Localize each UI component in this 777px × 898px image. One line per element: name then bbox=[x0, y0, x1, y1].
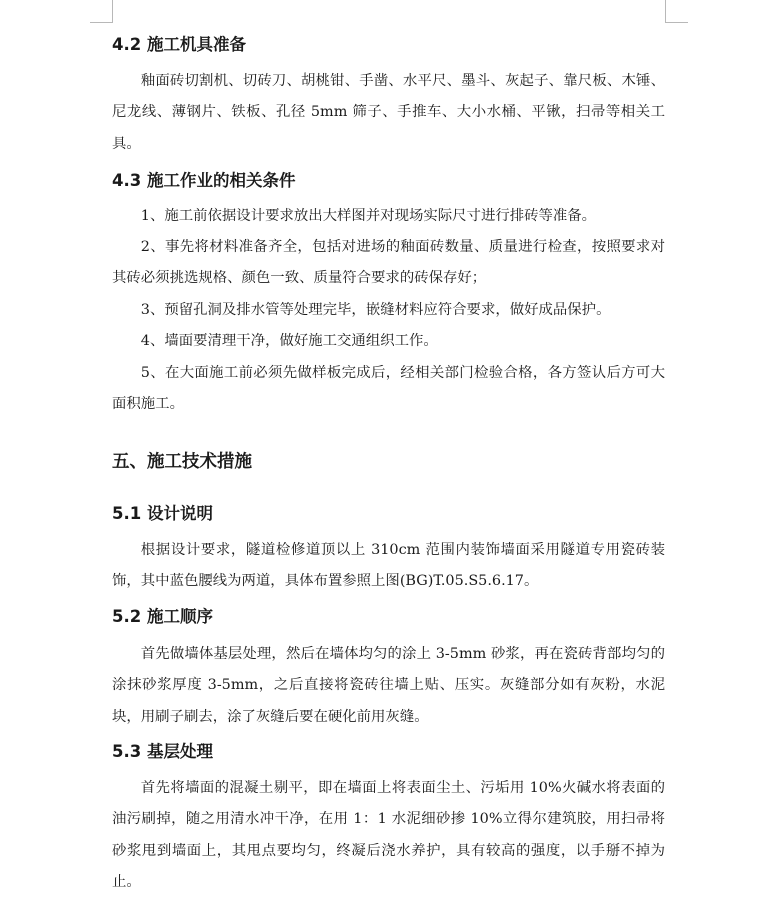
section-4-3-heading: 4.3 施工作业的相关条件 bbox=[112, 171, 296, 190]
section-4-3-item-1: 1、施工前依据设计要求放出大样图并对现场实际尺寸进行排砖等准备。 bbox=[140, 208, 597, 224]
section-5-3-heading: 5.3 基层处理 bbox=[112, 742, 213, 761]
section-4-2-heading: 4.2 施工机具准备 bbox=[112, 35, 246, 54]
section-4-3-item-4: 4、墙面要清理干净，做好施工交通组织工作。 bbox=[140, 333, 438, 349]
section-4-2-paragraph: 釉面砖切割机、切砖刀、胡桃钳、手凿、水平尺、墨斗、灰起子、靠尺板、木锤、尼龙线、薄钢片、铁板、孔径 5mm 筛子、手推车、大小水桶、平锹，扫帚等相关工具。 bbox=[112, 73, 665, 152]
page-corner-mark-left bbox=[90, 0, 113, 23]
section-5-2-paragraph: 首先做墙体基层处理，然后在墙体均匀的涂上 3-5mm 砂浆，再在瓷砖背部均匀的涂抹砂浆厚度 3-5mm，之后直接将瓷砖往墙上贴、压实。灰缝部分如有灰粉，水泥块，用刷子刷去，涂了灰缝后要在硬化前用灰缝。 bbox=[112, 646, 665, 725]
section-4-3-item-5: 5、在大面施工前必须先做样板完成后，经相关部门检验合格，各方签认后方可大面积施工。 bbox=[112, 365, 665, 413]
section-5-1-paragraph: 根据设计要求，隧道检修道顶以上 310cm 范围内装饰墙面采用隧道专用瓷砖装饰，其中蓝色腰线为两道，具体布置参照上图(BG)T.05.S5.6.17。 bbox=[112, 542, 665, 590]
section-5-3-paragraph: 首先将墙面的混凝土剔平，即在墙面上将表面尘土、污垢用 10%火碱水将表面的油污刷掉，随之用清水冲干净，在用 1：1 水泥细砂掺 10%立得尔建筑胶，用扫帚将砂浆甩到墙面上，其甩点要均匀，终凝后浇水养护，具有较高的强度，以手掰不掉为止。 bbox=[112, 780, 665, 890]
section-5-2-heading: 5.2 施工顺序 bbox=[112, 607, 213, 626]
section-4-3-item-2: 2、事先将材料准备齐全，包括对进场的釉面砖数量、质量进行检查，按照要求对其砖必须挑选规格、颜色一致、质量符合要求的砖保存好； bbox=[112, 239, 665, 287]
section-5-1-heading: 5.1 设计说明 bbox=[112, 504, 213, 523]
section-4-3-item-3: 3、预留孔洞及排水管等处理完毕，嵌缝材料应符合要求，做好成品保护。 bbox=[140, 302, 611, 318]
chapter-5-heading: 五、施工技术措施 bbox=[112, 452, 252, 472]
page-corner-mark-right bbox=[665, 0, 688, 23]
